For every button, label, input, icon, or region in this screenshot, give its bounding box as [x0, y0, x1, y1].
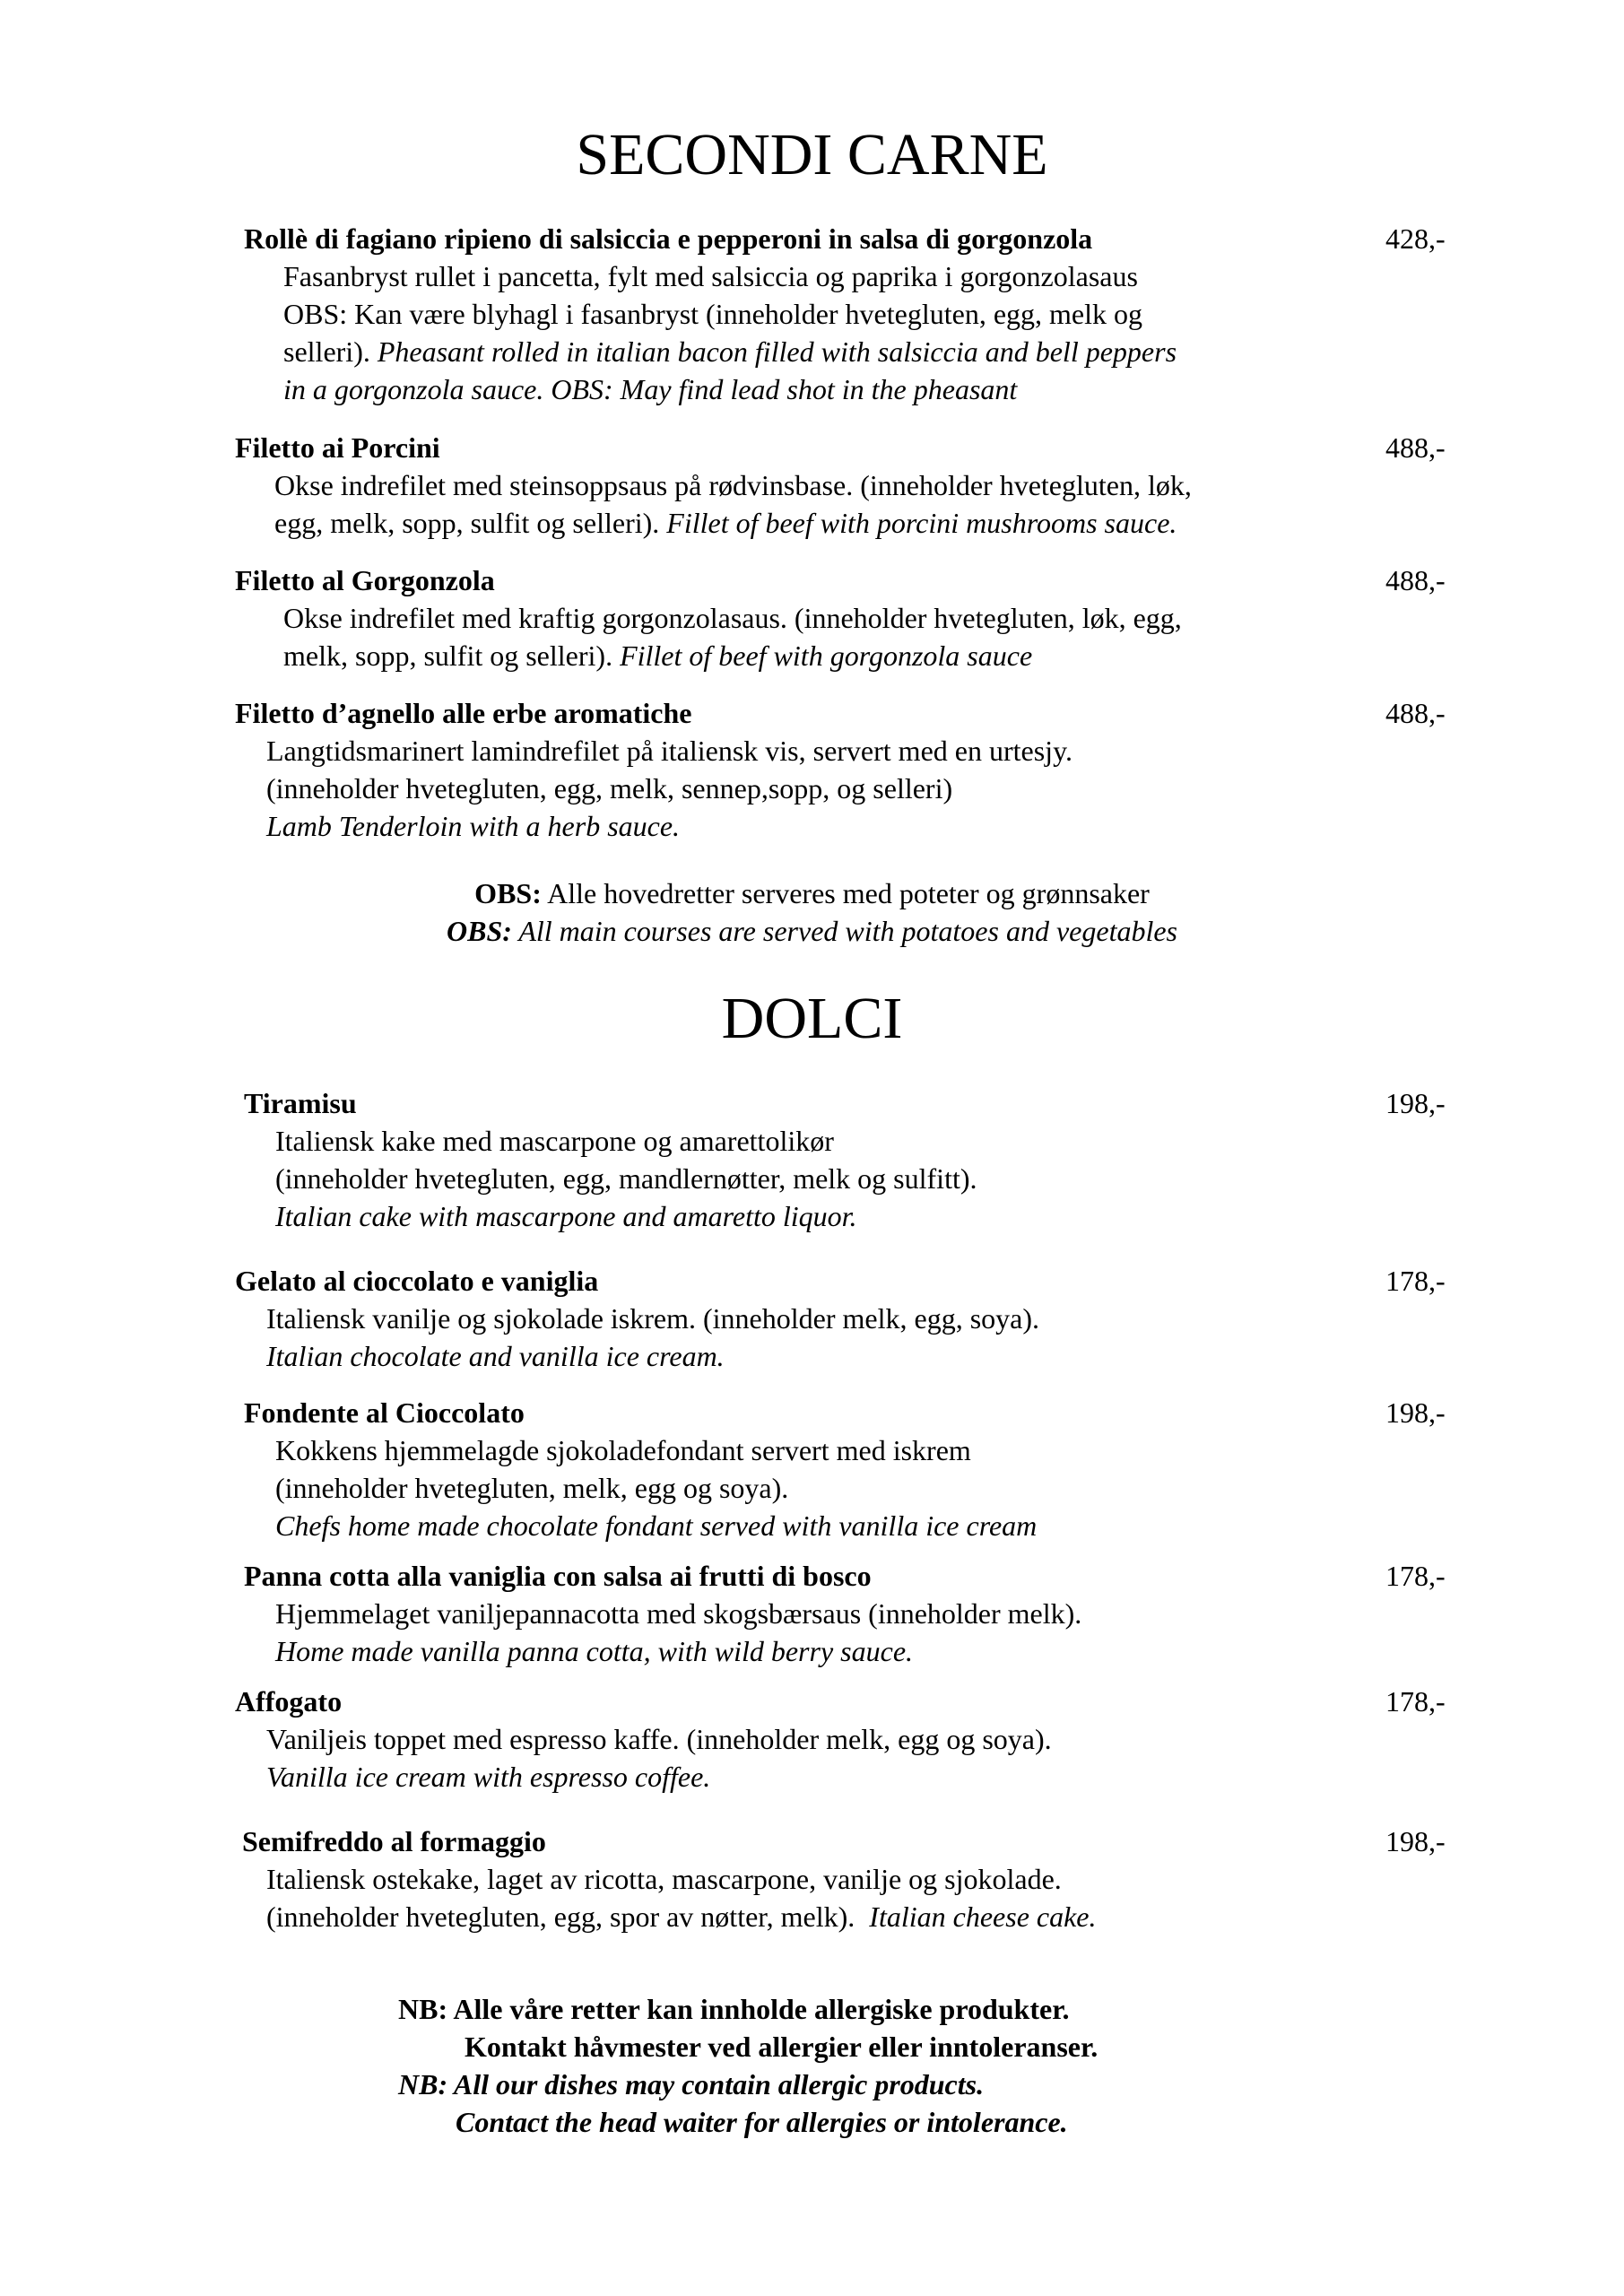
section-title-secondi: SECONDI CARNE: [576, 122, 1048, 187]
item-name: Gelato al cioccolato e vaniglia: [235, 1265, 599, 1297]
item-description: Italiensk kake med mascarpone og amarettolikør: [275, 1125, 834, 1157]
section-title-dolci: DOLCI: [721, 986, 903, 1051]
item-english: Italian cheese cake.: [869, 1900, 1097, 1933]
item-english: Fillet of beef with porcini mushrooms sauce.: [666, 507, 1177, 539]
item-description: Italiensk vanilje og sjokolade iskrem. (inneholder melk, egg, soya).: [266, 1302, 1039, 1335]
item-english: Fillet of beef with gorgonzola sauce: [620, 639, 1033, 672]
item-english: Home made vanilla panna cotta, with wild berry sauce.: [275, 1635, 914, 1667]
item-description: Vaniljeis toppet med espresso kaffe. (inneholder melk, egg og soya).: [266, 1723, 1052, 1755]
allergy-notice: NB: Alle våre retter kan innholde allergiske produkter.: [398, 1993, 1070, 2025]
item-description: Hjemmelaget vaniljepannacotta med skogsbærsaus (inneholder melk).: [275, 1597, 1082, 1630]
item-allergens: (inneholder hvetegluten, egg, spor av nøtter, melk).: [266, 1900, 855, 1933]
item-description: Fasanbryst rullet i pancetta, fylt med salsiccia og paprika i gorgonzolasaus: [283, 260, 1138, 292]
item-description: Okse indrefilet med kraftig gorgonzolasaus. (inneholder hvetegluten, løk, egg,: [283, 602, 1182, 634]
item-price: 198,-: [1385, 1825, 1446, 1857]
item-english: Vanilla ice cream with espresso coffee.: [266, 1761, 711, 1793]
item-english: Lamb Tenderloin with a herb sauce.: [266, 810, 681, 842]
item-name: Filetto ai Porcini: [235, 431, 440, 464]
item-name: Filetto al Gorgonzola: [235, 564, 495, 596]
item-description: (inneholder hvetegluten, egg, melk, sennep,sopp, og selleri): [266, 772, 953, 804]
item-description: [274, 505, 1177, 541]
item-description: Okse indrefilet med steinsoppsaus på rødvinsbase. (inneholder hvetegluten, løk,: [274, 469, 1192, 501]
allergy-contact-english: Contact the head waiter for allergies or intolerance.: [456, 2106, 1068, 2138]
item-price: 178,-: [1385, 1265, 1446, 1297]
item-price: 198,-: [1385, 1396, 1446, 1429]
item-price: 488,-: [1385, 697, 1446, 729]
item-price: 488,-: [1385, 431, 1446, 464]
item-price: 178,-: [1385, 1560, 1446, 1592]
item-price: 198,-: [1385, 1087, 1446, 1119]
obs-label: OBS:: [446, 915, 512, 947]
item-description: Langtidsmarinert lamindrefilet på italiensk vis, servert med en urtesjy.: [266, 735, 1073, 767]
item-name: Filetto d’agnello alle erbe aromatiche: [235, 697, 692, 729]
item-allergens: selleri).: [283, 335, 370, 368]
item-description: OBS: Kan være blyhagl i fasanbryst (inneholder hvetegluten, egg, melk og: [283, 298, 1143, 330]
item-description: (inneholder hvetegluten, melk, egg og soya).: [275, 1472, 789, 1504]
obs-label: OBS:: [474, 877, 542, 909]
item-price: 178,-: [1385, 1685, 1446, 1718]
item-description: Italiensk ostekake, laget av ricotta, mascarpone, vanilje og sjokolade.: [266, 1863, 1062, 1895]
item-description: [266, 1899, 1097, 1935]
item-description: Kokkens hjemmelagde sjokoladefondant servert med iskrem: [275, 1434, 971, 1466]
item-price: 488,-: [1385, 564, 1446, 596]
item-allergens: melk, sopp, sulfit og selleri).: [283, 639, 613, 672]
item-english: Pheasant rolled in italian bacon filled with salsiccia and bell peppers: [377, 335, 1177, 368]
item-name: Affogato: [235, 1685, 343, 1718]
item-name: Panna cotta alla vaniglia con salsa ai frutti di bosco: [244, 1560, 872, 1592]
allergy-notice-english: NB: All our dishes may contain allergic products.: [398, 2068, 985, 2100]
obs-note: [0, 874, 1624, 912]
item-price: 428,-: [1385, 222, 1446, 255]
item-english: Italian cake with mascarpone and amaretto liquor.: [275, 1200, 857, 1232]
item-english: Chefs home made chocolate fondant served with vanilla ice cream: [275, 1509, 1038, 1542]
item-english: Italian chocolate and vanilla ice cream.: [266, 1340, 725, 1372]
obs-note-english: [0, 912, 1624, 950]
obs-text: All main courses are served with potatoes and vegetables: [518, 915, 1177, 947]
item-name: Rollè di fagiano ripieno di salsiccia e pepperoni in salsa di gorgonzola: [244, 222, 1093, 255]
item-description: (inneholder hvetegluten, egg, mandlernøtter, melk og sulfitt).: [275, 1162, 977, 1195]
allergy-contact: Kontakt håvmester ved allergier eller inntoleranser.: [465, 2031, 1099, 2063]
item-description: [283, 334, 1177, 370]
item-name: Tiramisu: [244, 1087, 357, 1119]
item-allergens: egg, melk, sopp, sulfit og selleri).: [274, 507, 660, 539]
item-name: Semifreddo al formaggio: [242, 1825, 546, 1857]
obs-text: Alle hovedretter serveres med poteter og grønnsaker: [547, 877, 1150, 909]
item-english: in a gorgonzola sauce. OBS: May find lead shot in the pheasant: [283, 373, 1018, 405]
item-name: Fondente al Cioccolato: [244, 1396, 525, 1429]
item-description: [283, 638, 1032, 674]
